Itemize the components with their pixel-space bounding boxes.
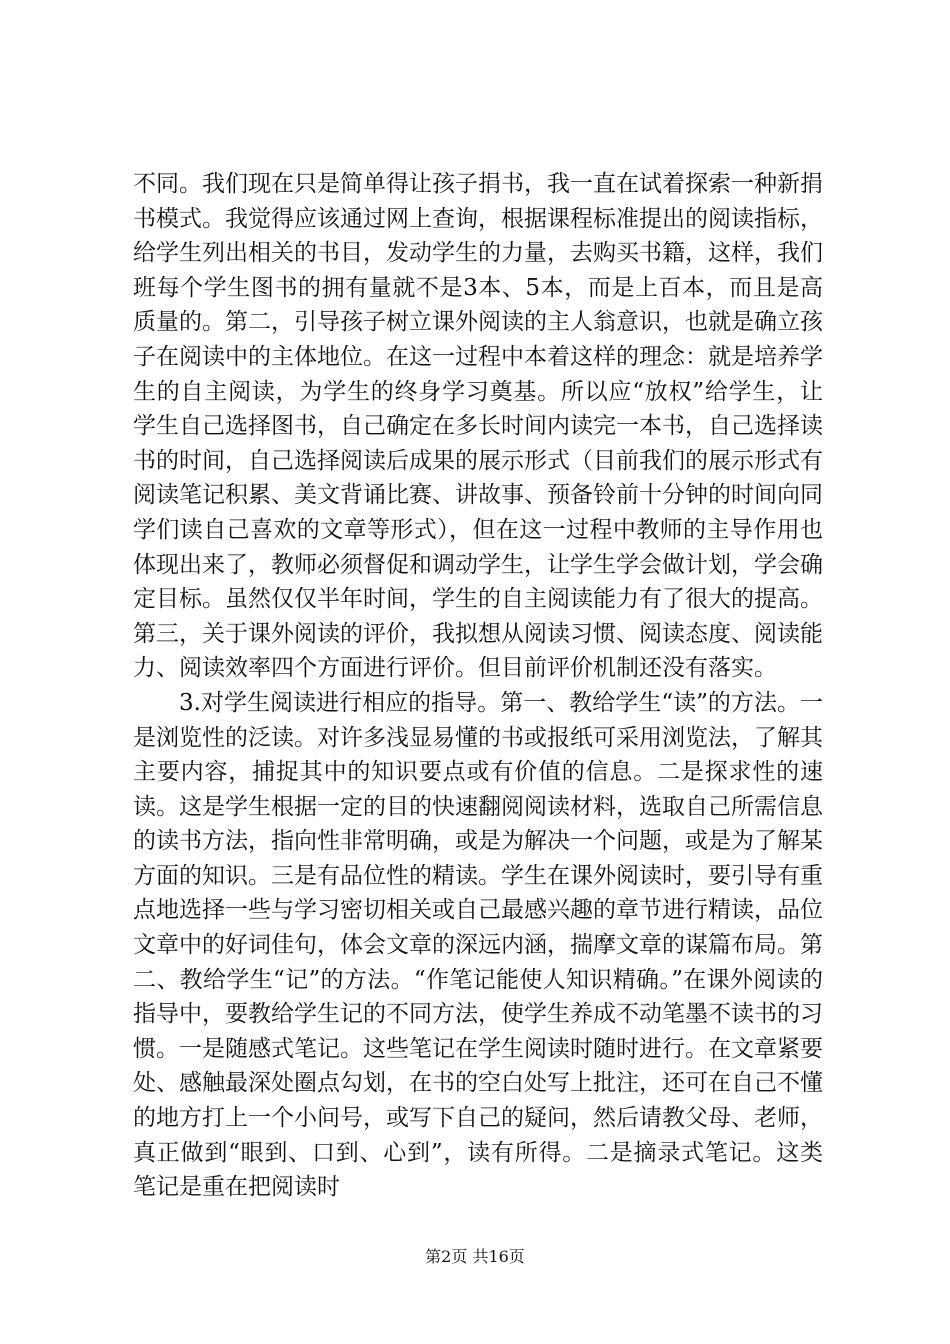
paragraph-continued: 不同。我们现在只是简单得让孩子捐书，我一直在试着探索一种新捐书模式。我觉得应该通过网上查询，根据课程标准提出的阅读指标，给学生列出相关的书目，发动学生的力量，去购买书籍，这样，我们班每个学生图书的拥有量就不是3本、5本，而是上百本，而且是高质量的。第二，引导孩子树立课外阅读的主人翁意识，也就是确立孩子在阅读中的主体地位。在这一过程中本着这样的理念：就是培养学生的自主阅读，为学生的终身学习奠基。所以应“放权”给学生，让学生自己选择图书，自己确定在多长时间内读完一本书，自己选择读书的时间，自己选择阅读后成果的展示形式（目前我们的展示形式有阅读笔记积累、美文背诵比赛、讲故事、预备铃前十分钟的时间向同学们读自己喜欢的文章等形式），但在这一过程中教师的主导作用也体现出来了，教师必须督促和调动学生，让学生学会做计划，学会确定目标。虽然仅仅半年时间，学生的自主阅读能力有了很大的提高。第三，关于课外阅读的评价，我拟想从阅读习惯、阅读态度、阅读能力、阅读效率四个方面进行评价。但目前评价机制还没有落实。 [133, 171, 823, 682]
body-text [133, 167, 823, 1205]
paragraph-reading-guidance: 3.对学生阅读进行相应的指导。第一、教给学生“读”的方法。一是浏览性的泛读。对许多浅显易懂的书或报纸可采用浏览法，了解其主要内容，捕捉其中的知识要点或有价值的信息。二是探求性的速读。这是学生根据一定的目的快速翻阅阅读材料，选取自己所需信息的读书方法，指向性非常明确，或是为解决一个问题，或是为了解某方面的知识。三是有品位性的精读。学生在课外阅读时，要引导有重点地选择一些与学习密切相关或自己最感兴趣的章节进行精读，品位文章中的好词佳句，体会文章的深远内涵，揣摩文章的谋篇布局。第二、教给学生“记”的方法。“作笔记能使人知识精确。”在课外阅读的指导中，要教给学生记的不同方法，使学生养成不动笔墨不读书的习惯。一是随感式笔记。这些笔记在学生阅读时随时进行。在文章紧要处、感触最深处圈点勾划，在书的空白处写上批注，还可在自己不懂的地方打上一个小问号，或写下自己的疑问，然后请教父母、老师，真正做到“眼到、口到、心到”，读有所得。二是摘录式笔记。这类笔记是重在把阅读时 [133, 689, 823, 1201]
page-number-footer: 第2页 共16页 [425, 1247, 525, 1266]
